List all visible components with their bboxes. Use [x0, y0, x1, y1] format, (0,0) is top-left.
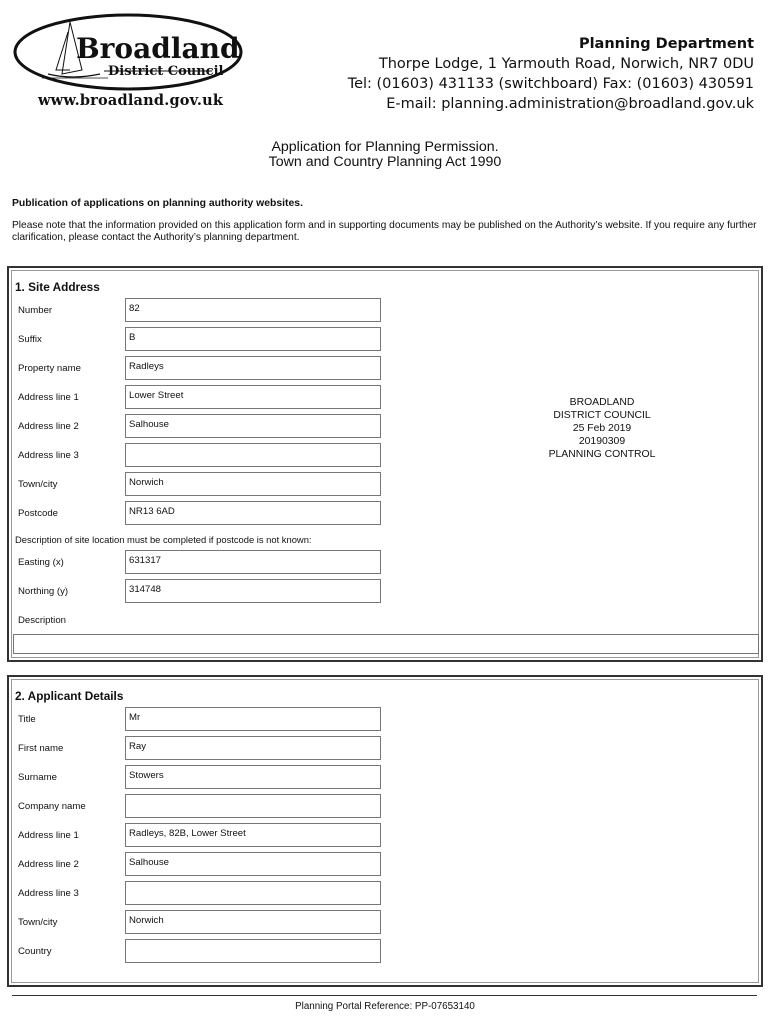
field-label: Title	[18, 714, 36, 725]
field-label: Description	[18, 615, 66, 626]
address-line-3-field[interactable]	[125, 881, 381, 905]
postcode-field[interactable]: NR13 6AD	[125, 501, 381, 525]
company-name-field[interactable]	[125, 794, 381, 818]
portal-reference: Planning Portal Reference: PP-07653140	[295, 1001, 475, 1012]
site-address-section	[7, 266, 763, 662]
section-heading: 2. Applicant Details	[15, 689, 124, 703]
surname-field[interactable]: Stowers	[125, 765, 381, 789]
field-label: Address line 1	[18, 830, 79, 841]
country-field[interactable]	[125, 939, 381, 963]
title-field[interactable]: Mr	[125, 707, 381, 731]
field-label: Property name	[18, 363, 81, 374]
town-city-field[interactable]: Norwich	[125, 910, 381, 934]
stamp-number: 20190309	[578, 436, 626, 447]
stamp-date: 25 Feb 2019	[572, 423, 632, 434]
field-label: Number	[18, 305, 53, 316]
field-label: Northing (y)	[18, 586, 69, 597]
suffix-field[interactable]: B	[125, 327, 381, 351]
field-label: Easting (x)	[18, 557, 64, 568]
northing-field[interactable]: 314748	[125, 579, 381, 603]
field-label: Address line 2	[18, 859, 79, 870]
field-label: Address line 3	[18, 888, 79, 899]
department-address: Thorpe Lodge, 1 Yarmouth Road, Norwich, NR7 0DU	[378, 56, 754, 72]
svg-text:Broadland: Broadland	[76, 32, 240, 65]
document-title	[0, 140, 770, 170]
field-label: Postcode	[18, 508, 59, 519]
first-name-field[interactable]: Ray	[125, 736, 381, 760]
address-line-1-field[interactable]: Lower Street	[125, 385, 381, 409]
location-note: Description of site location must be completed if postcode is not known:	[15, 534, 312, 545]
broadland-logo	[12, 12, 244, 92]
field-label: Suffix	[18, 334, 42, 345]
applicant-details-section	[7, 675, 763, 987]
address-line-2-field[interactable]: Salhouse	[125, 852, 381, 876]
field-label: Surname	[18, 772, 57, 783]
field-label: First name	[18, 743, 64, 754]
field-label: Country	[18, 946, 52, 957]
department-phone: Tel: (01603) 431133 (switchboard) Fax: (01603) 430591	[347, 76, 754, 92]
address-line-2-field[interactable]: Salhouse	[125, 414, 381, 438]
department-email: E-mail: planning.administration@broadland.gov.uk	[386, 96, 754, 112]
stamp-line: PLANNING CONTROL	[548, 449, 656, 460]
field-label: Address line 2	[18, 421, 79, 432]
description-field[interactable]	[13, 634, 759, 654]
section-border	[11, 679, 759, 983]
publication-note: Please note that the information provided on this application form and in supporting documents may be published on the Authority’s website. If you require any further clarification, please contact the Authority’s planning department.	[12, 220, 757, 243]
stamp-line: DISTRICT COUNCIL	[553, 410, 651, 421]
section-heading: 1. Site Address	[15, 280, 100, 294]
footer-rule	[12, 995, 757, 996]
easting-field[interactable]: 631317	[125, 550, 381, 574]
title-line-2: Town and Country Planning Act 1990	[268, 154, 502, 170]
publication-heading: Publication of applications on planning authority websites.	[12, 198, 303, 209]
svg-text:District Council: District Council	[108, 64, 224, 79]
field-label: Address line 3	[18, 450, 79, 461]
property-name-field[interactable]: Radleys	[125, 356, 381, 380]
section-border	[11, 270, 759, 658]
address-line-3-field[interactable]	[125, 443, 381, 467]
received-stamp	[510, 396, 694, 461]
number-field[interactable]: 82	[125, 298, 381, 322]
stamp-line: BROADLAND	[569, 397, 635, 408]
title-line-1: Application for Planning Permission.	[271, 139, 499, 155]
field-label: Company name	[18, 801, 86, 812]
field-label: Town/city	[18, 917, 58, 928]
field-label: Address line 1	[18, 392, 79, 403]
website-url[interactable]: www.broadland.gov.uk	[38, 92, 224, 109]
field-label: Town/city	[18, 479, 58, 490]
department-contact	[348, 34, 754, 114]
department-name: Planning Department	[578, 36, 754, 52]
town-city-field[interactable]: Norwich	[125, 472, 381, 496]
address-line-1-field[interactable]: Radleys, 82B, Lower Street	[125, 823, 381, 847]
